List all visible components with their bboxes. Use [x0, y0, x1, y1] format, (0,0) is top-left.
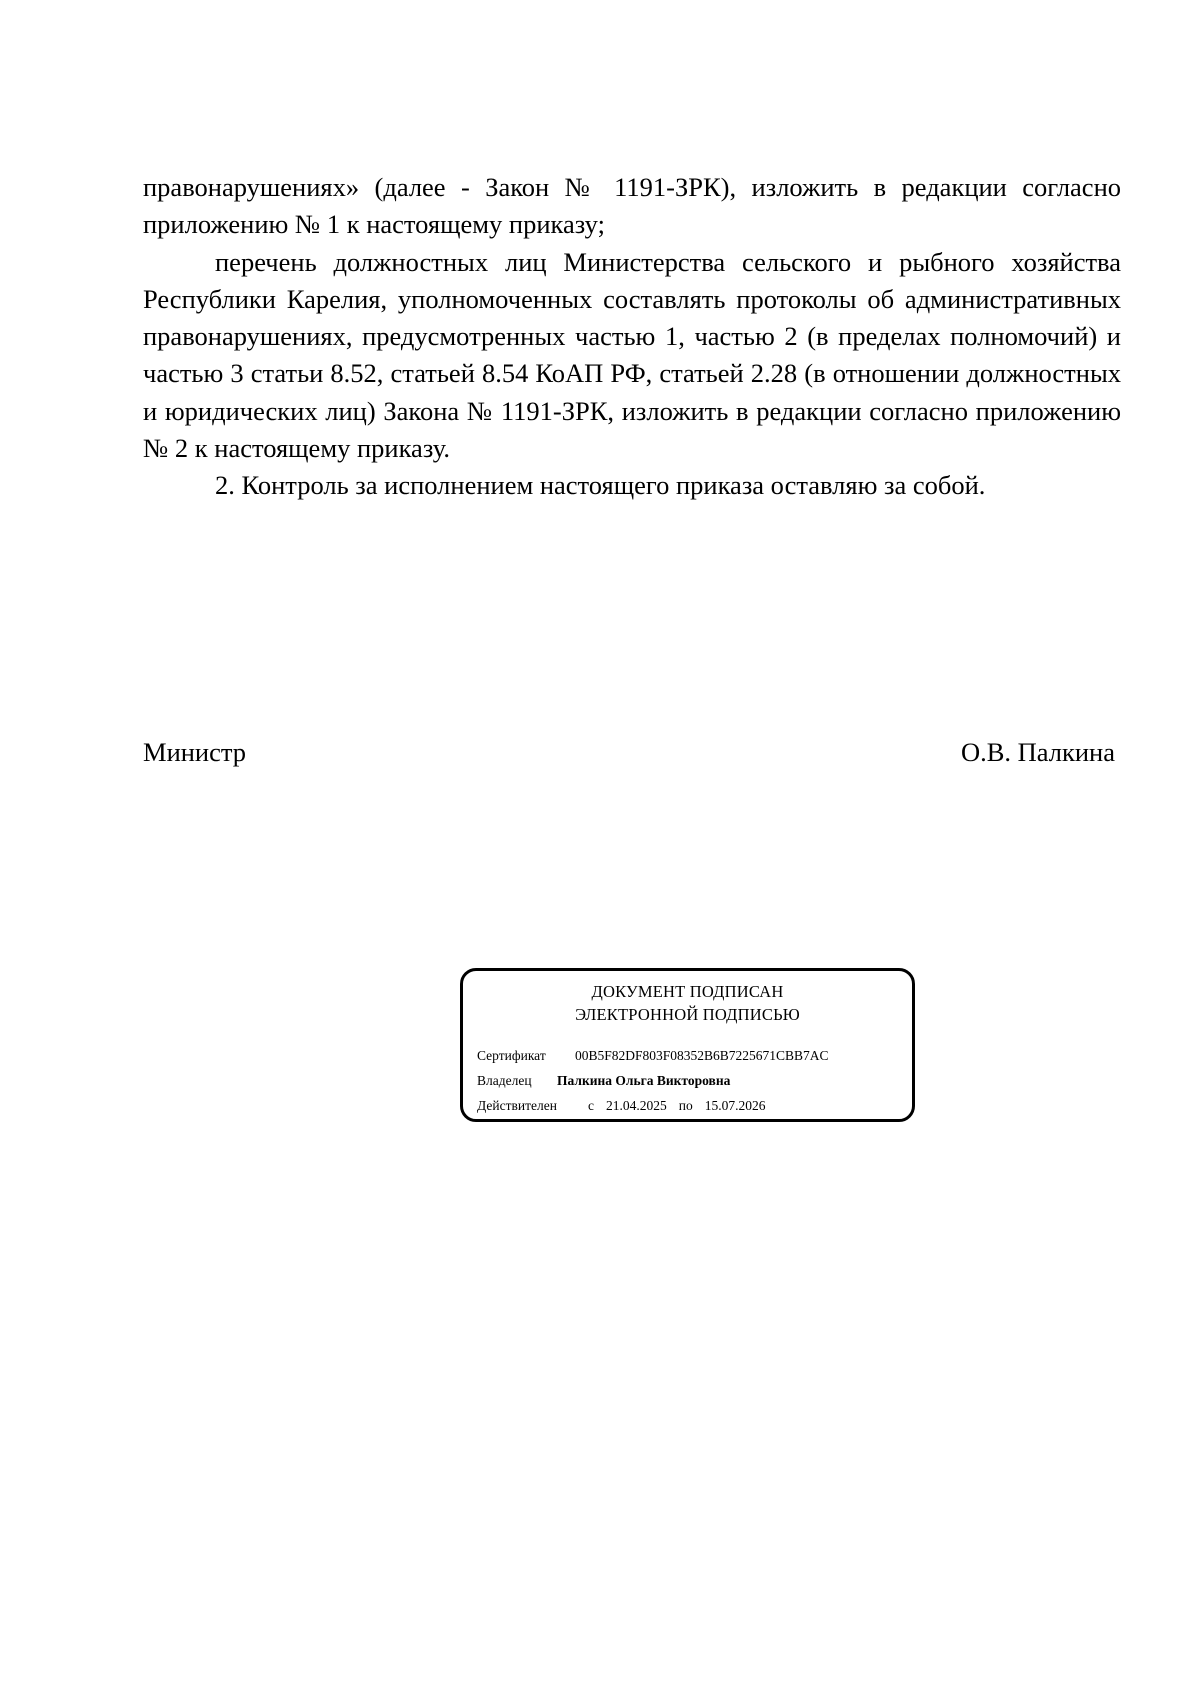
stamp-owner-label: Владелец: [477, 1073, 532, 1088]
electronic-signature-stamp: [460, 968, 915, 1122]
stamp-valid-to: 15.07.2026: [704, 1098, 766, 1113]
paragraph-1-line-1: правонарушениях» (далее - Закон № 1191-ЗРК), изложить в редакции согласно: [143, 172, 1121, 202]
paragraph-3: 2. Контроль за исполнением настоящего приказа оставляю за собой.: [215, 470, 986, 501]
stamp-certificate-row: [477, 1047, 829, 1065]
signer-position: Министр: [143, 737, 247, 767]
stamp-valid-from: 21.04.2025: [606, 1098, 667, 1113]
stamp-title-line-1: ДОКУМЕНТ ПОДПИСАН: [591, 982, 784, 1001]
stamp-title-line-2: ЭЛЕКТРОННОЙ ПОДПИСЬЮ: [575, 1005, 800, 1024]
stamp-valid-to-prefix: по: [678, 1098, 693, 1113]
stamp-owner-row: [477, 1072, 730, 1090]
paragraph-1-line-2: приложению № 1 к настоящему приказу;: [143, 209, 605, 240]
signer-name: О.В. Палкина: [960, 737, 1115, 767]
stamp-owner-value: Палкина Ольга Викторовна: [557, 1073, 731, 1088]
paragraph-1: [143, 169, 1121, 244]
paragraph-2: перечень должностных лиц Министерства сельского и рыбного хозяйства Республики Карелия, уполномоченных составлять протоколы об административных правонарушениях, предусмотренных частью 1, частью 2 (в пределах полномочий) и частью 3 статьи 8.52, статьей 8.54 КоАП РФ, статьей 2.28 (в отношении должностных и юридических лиц) Закона № 1191-ЗРК, изложить в редакции согласно приложению № 2 к настоящему приказу.: [143, 246, 1121, 464]
stamp-validity-label: Действителен: [477, 1098, 557, 1113]
stamp-certificate-label: Сертификат: [477, 1048, 546, 1063]
document-body: [143, 169, 1121, 505]
stamp-certificate-value: 00B5F82DF803F08352B6B7225671CBB7AC: [575, 1048, 829, 1063]
stamp-validity-row: [477, 1097, 765, 1115]
stamp-valid-from-prefix: с: [588, 1098, 594, 1113]
signature-row: [143, 734, 1115, 771]
